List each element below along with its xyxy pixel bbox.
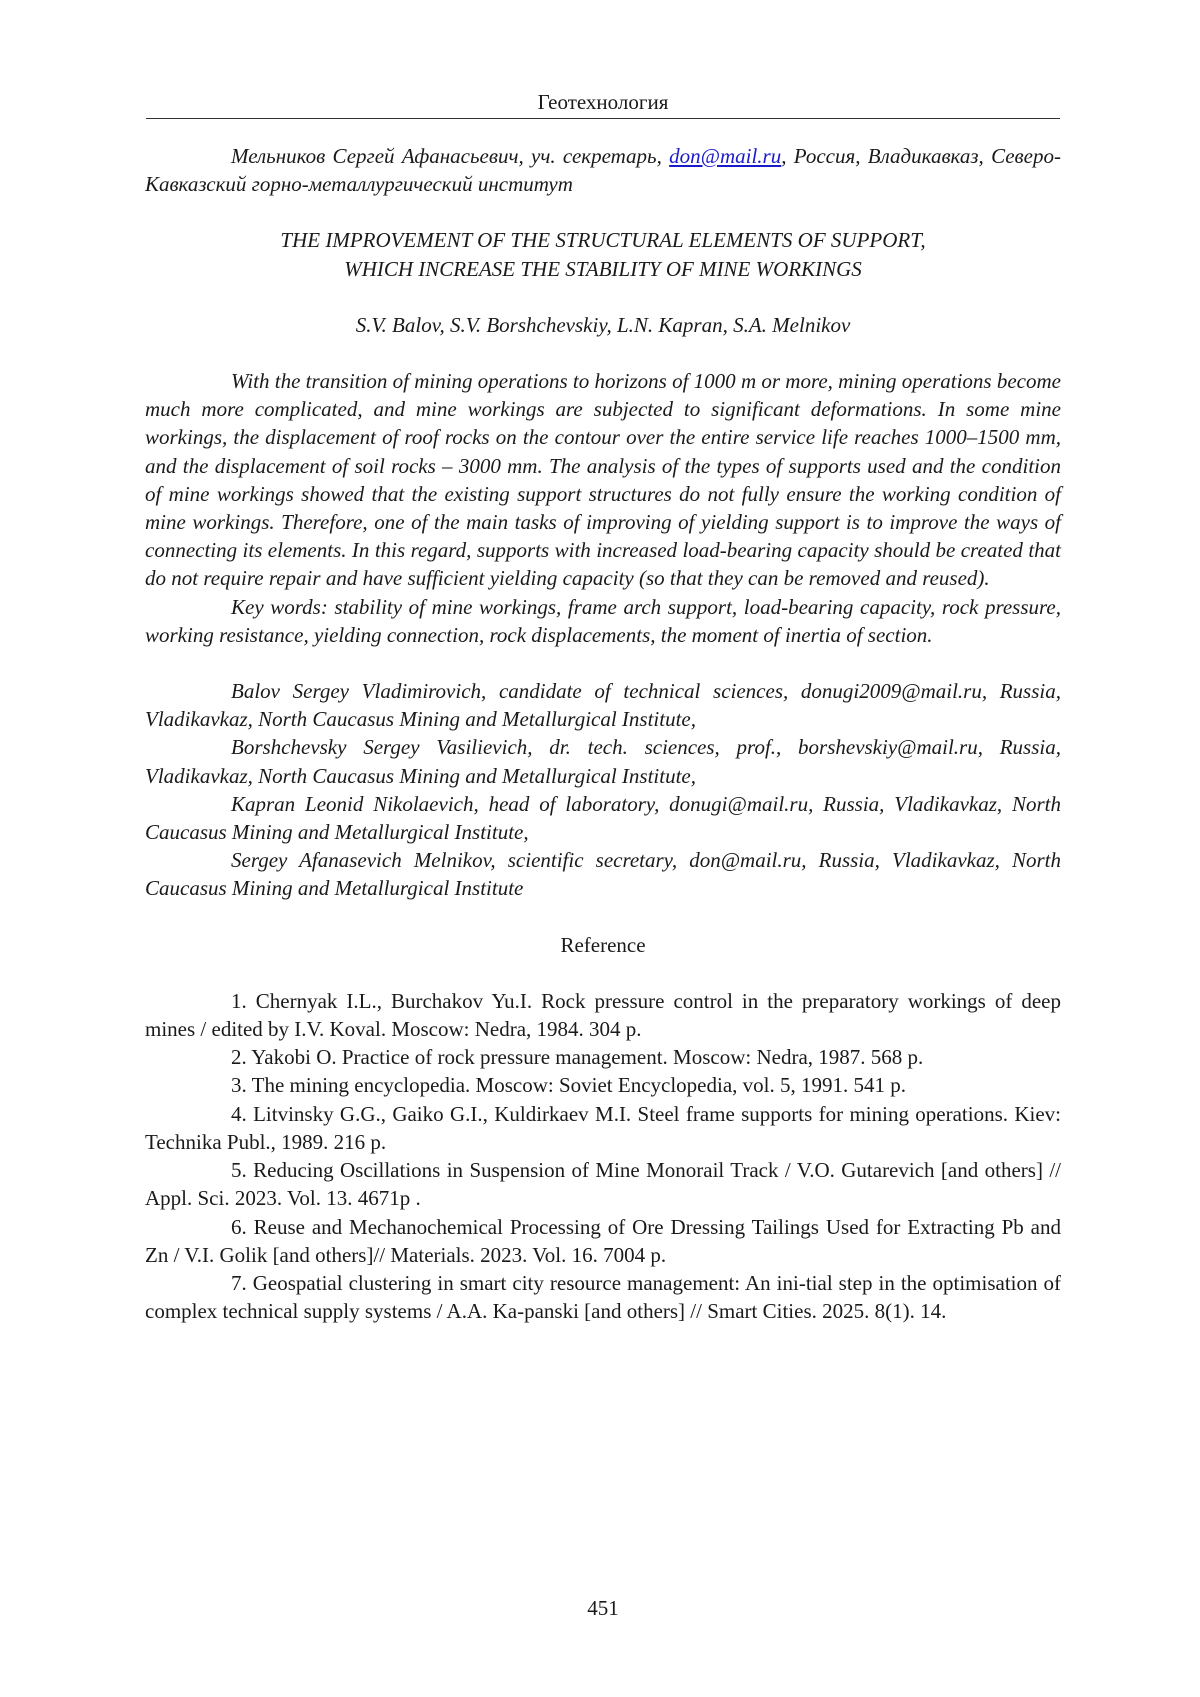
spacer	[145, 649, 1061, 677]
article-title-line-1: THE IMPROVEMENT OF THE STRUCTURAL ELEMENTS OF SUPPORT,	[280, 228, 926, 253]
spacer	[145, 959, 1061, 987]
ru-author-info	[145, 142, 1061, 198]
reference-item: 3. The mining encyclopedia. Moscow: Soviet Encyclopedia, vol. 5, 1991. 541 p.	[231, 1073, 906, 1098]
article-title-line-2: WHICH INCREASE THE STABILITY OF MINE WORKINGS	[344, 256, 862, 281]
spacer	[145, 339, 1061, 367]
reference-item: 5. Reducing Oscillations in Suspension of Mine Monorail Track / V.O. Gutarevich [and others] // Appl. Sci. 2023. Vol. 13. 4671p .	[145, 1158, 1061, 1211]
author-info-balov: Balov Sergey Vladimirovich, candidate of technical sciences, donugi2009@mail.ru, Russia, Vladikavkaz, North Caucasus Mining and Metallurgical Institute,	[145, 679, 1061, 732]
abstract: With the transition of mining operations to horizons of 1000 m or more, mining operations become much more complicated, and mine workings are subjected to significant deformations. In some mine workings, the displacement of roof rocks on the contour over the entire service life reaches 1000–1500 mm, and the displacement of soil rocks – 3000 mm. The analysis of the types of supports used and the condition of mine workings showed that the existing support structures do not fully ensure the working condition of mine workings. Therefore, one of the main tasks of improving of yielding support is to improve the ways of connecting its elements. In this regard, supports with increased load-bearing capacity should be created that do not require repair and have sufficient yielding capacity (so that they can be removed and reused).	[145, 369, 1061, 591]
spacer	[145, 283, 1061, 311]
keywords: Key words: stability of mine workings, frame arch support, load-bearing capacity, rock pressure, working resistance, yielding connection, rock displacements, the moment of inertia of section.	[145, 594, 1061, 647]
authors-line: S.V. Balov, S.V. Borshchevskiy, L.N. Kapran, S.A. Melnikov	[355, 312, 851, 337]
author-info-borshchevsky: Borshchevsky Sergey Vasilievich, dr. tech. sciences, prof., borshevskiy@mail.ru, Russia, Vladikavkaz, North Caucasus Mining and Metallurgical Institute,	[145, 735, 1061, 788]
spacer	[145, 198, 1061, 226]
running-header: Геотехнология	[537, 90, 669, 114]
ru-author-text-after: , Россия, Владикавказ, Северо-Кавказский горно-металлургический институт	[145, 144, 1061, 197]
ru-author-email-link[interactable]: don@mail.ru	[669, 144, 782, 168]
reference-item: 1. Chernyak I.L., Burchakov Yu.I. Rock pressure control in the preparatory workings of deep mines / edited by I.V. Koval. Moscow: Nedra, 1984. 304 p.	[145, 988, 1061, 1042]
page-number: 451	[587, 1596, 619, 1620]
reference-item: 2. Yakobi O. Practice of rock pressure management. Moscow: Nedra, 1987. 568 p.	[231, 1045, 924, 1070]
header-rule	[146, 118, 1060, 119]
reference-item: 4. Litvinsky G.G., Gaiko G.I., Kuldirkaev M.I. Steel frame supports for mining operations. Kiev: Technika Publ., 1989. 216 p.	[145, 1101, 1061, 1154]
ru-author-text-before: Мельников Сергей Афанасьевич, уч. секретарь,	[231, 144, 670, 168]
author-info-kapran: Kapran Leonid Nikolaevich, head of laboratory, donugi@mail.ru, Russia, Vladikavkaz, North Caucasus Mining and Metallurgical Institute,	[145, 791, 1061, 845]
reference-item: 7. Geospatial clustering in smart city resource management: An ini-tial step in the optimisation of complex technical supply systems / A.A. Ka-panski [and others] // Smart Cities. 2025. 8(1). 14.	[145, 1270, 1061, 1324]
references-heading: Reference	[560, 932, 646, 957]
spacer	[145, 903, 1061, 931]
author-info-melnikov: Sergey Afanasevich Melnikov, scientific secretary, don@mail.ru, Russia, Vladikavkaz, North Caucasus Mining and Metallurgical Institute	[145, 848, 1061, 901]
reference-item: 6. Reuse and Mechanochemical Processing of Ore Dressing Tailings Used for Extracting Pb and Zn / V.I. Golik [and others]// Materials. 2023. Vol. 16. 7004 p.	[145, 1214, 1061, 1267]
article-body	[145, 142, 1061, 1325]
references-list	[145, 987, 1061, 1325]
